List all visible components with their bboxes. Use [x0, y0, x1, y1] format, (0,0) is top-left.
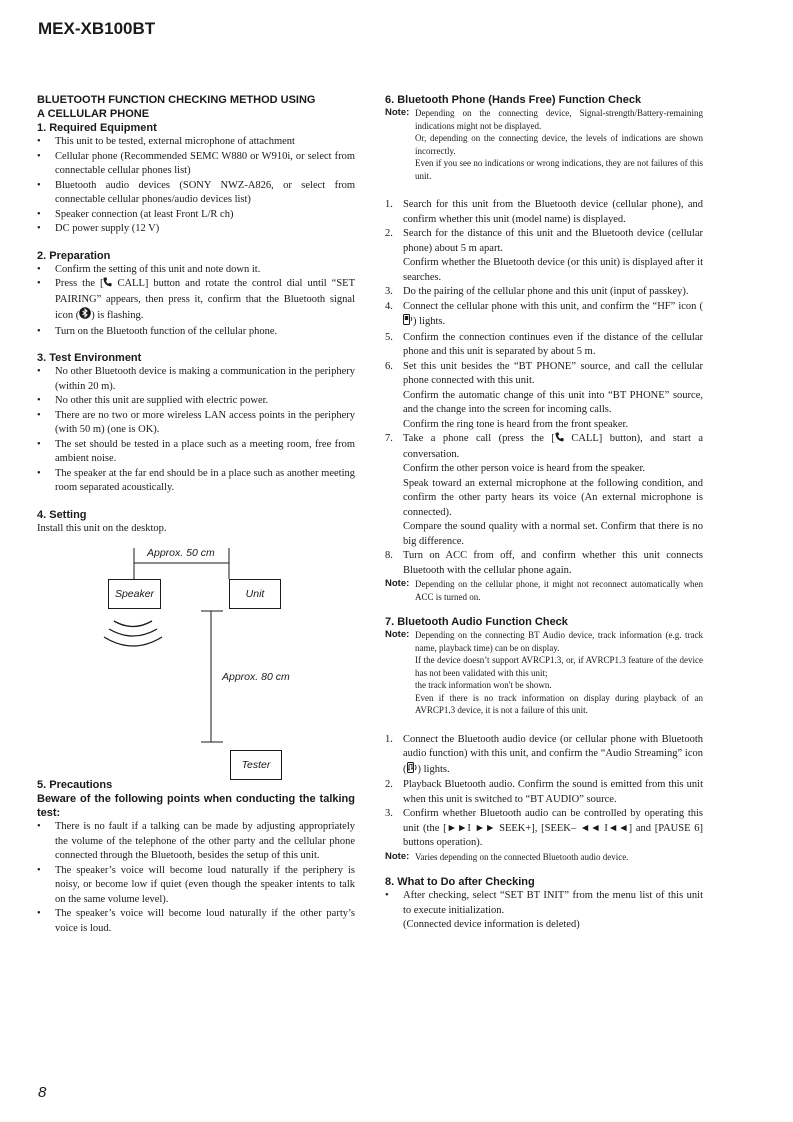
test-environment-list	[37, 365, 355, 496]
list-item: 3. Confirm whether Bluetooth audio can be controlled by operating this unit (the [►►I ►► SEEK+], [SEEK– ◄◄ I◄◄] and [PAUSE 6] buttons operation).	[385, 808, 703, 848]
step-text: Confirm the connection continues even if the distance of the cellular phone and this unit is separated by about 5 m.	[403, 331, 703, 357]
left-column	[37, 93, 355, 936]
note-label: Note:	[385, 629, 410, 640]
note-label: Note:	[385, 578, 410, 589]
step-text: Connect the Bluetooth audio device (or cellular phone with Bluetooth audio function) with this unit, and confirm the “Audio Streaming” icon (	[403, 733, 703, 775]
list-item: • There is no fault if a talking can be made by adjusting appropriately the volume of the telephone of the other party and the cellular phone connected through the Bluetooth, besides the setup of this unit.	[37, 820, 355, 864]
list-item: 5. Confirm the connection continues even if the distance of the cellular phone and this unit is separated by about 5 m.	[385, 331, 703, 357]
setting-text: Install this unit on the desktop.	[37, 522, 167, 534]
heading-setting: 4. Setting	[37, 508, 87, 521]
heading-required-equipment: 1. Required Equipment	[37, 122, 157, 134]
note-text: Even if you see no indications or wrong indications, they are not failures of this unit.	[415, 158, 703, 181]
text-fragment: Press the [	[55, 278, 104, 289]
list-item: • Speaker connection (at least Front L/R ch)	[37, 208, 355, 223]
step-text: ) lights.	[417, 763, 450, 775]
list-item: • Bluetooth audio devices (SONY NWZ-A826, or select from connectable cellular phones/audio devices list)	[37, 179, 355, 208]
approx-80-label: Approx. 80 cm	[222, 671, 290, 683]
step-text: Do the pairing of the cellular phone and this unit (input of passkey).	[403, 286, 689, 297]
step-text: Connect the cellular phone with this unit, and confirm the “HF” icon (	[403, 300, 703, 312]
audio-check-note	[385, 629, 703, 717]
list-item: • The speaker’s voice will become loud naturally if the periphery is noisy, or become low if quiet (even though the speaker intents to talk on the same volume level).	[37, 864, 355, 908]
list-item	[37, 277, 355, 325]
heading-after-checking: 8. What to Do after Checking	[385, 876, 535, 888]
step-text: Turn on ACC from off, and confirm whether this unit connects Bluetooth with the cellular phone again.	[403, 550, 703, 576]
heading-precautions: 5. Precautions	[37, 779, 113, 791]
note-text: Depending on the connecting BT Audio device, track information (e.g. track name, playback time) can be on display.	[415, 630, 703, 653]
precautions-subheading: Beware of the following points when conducting the talking test:	[37, 793, 355, 819]
phone-check-steps	[385, 198, 703, 578]
diagram-lines	[37, 542, 355, 772]
list-item: • The set should be tested in a place such as a meeting room, free from ambient noise.	[37, 438, 355, 467]
audio-check-steps	[385, 733, 703, 851]
list-item: • DC power supply (12 V)	[37, 222, 355, 237]
list-item: 1. Connect the Bluetooth audio device (or cellular phone with Bluetooth audio function) with this unit, and confirm the “Audio Streaming” icon ( ) lights.	[385, 733, 703, 779]
heading-test-environment: 3. Test Environment	[37, 352, 142, 364]
step-text: Speak toward an external microphone at the following condition, and confirm the other party hears its voice (An external microphone is connected).	[403, 477, 703, 518]
step-text: (Connected device information is deleted)	[403, 919, 580, 930]
phone-check-note-2	[385, 578, 703, 603]
list-item: • Turn on the Bluetooth function of the cellular phone.	[37, 325, 355, 340]
step-text: Confirm the ring tone is heard from the front speaker.	[403, 418, 629, 430]
model-name: MEX-XB100BT	[38, 19, 156, 38]
step-text: Confirm whether the Bluetooth device (or this unit) is displayed after it searches.	[403, 257, 703, 283]
section-title-line2: A CELLULAR PHONE	[37, 108, 150, 120]
approx-50-label: Approx. 50 cm	[147, 547, 215, 559]
phone-check-note	[385, 107, 703, 182]
step-text: Confirm whether Bluetooth audio can be controlled by operating this unit (the [►►I ►► SEEK+], [SEEK– ◄◄ I◄◄] and [PAUSE 6] buttons operation).	[403, 808, 703, 848]
note-text: Depending on the connecting device, Signal-strength/Battery-remaining indications might not be displayed.	[415, 108, 703, 131]
step-text: Confirm the other person voice is heard from the speaker.	[403, 463, 646, 474]
step-text: Search for this unit from the Bluetooth device (cellular phone), and confirm whether this unit (model name) is displayed.	[403, 199, 703, 225]
list-item	[385, 889, 703, 933]
step-text: • After checking, select “SET BT INIT” from the menu list of this unit to execute initialization.	[403, 890, 703, 916]
required-equipment-list	[37, 135, 355, 237]
note-text: the track information won't be shown.	[415, 680, 552, 690]
precautions-list	[37, 820, 355, 936]
step-text: Playback Bluetooth audio. Confirm the sound is emitted from this unit when this unit is switched to “BT AUDIO” source.	[403, 779, 703, 805]
list-item: 8. Turn on ACC from off, and confirm whether this unit connects Bluetooth with the cellular phone again.	[385, 550, 703, 576]
section-title-line1: BLUETOOTH FUNCTION CHECKING METHOD USING	[37, 94, 316, 106]
step-text: Compare the sound quality with a normal set. Confirm that there is no big difference.	[403, 521, 703, 547]
list-item: • The speaker’s voice will become loud naturally if the other party’s voice is loud.	[37, 907, 355, 936]
list-item: 6. Set this unit besides the “BT PHONE” source, and call the cellular phone connected with this unit. Confirm the automatic change of this unit into “BT PHONE” source, and the change into the screen for incoming calls. Confirm the ring tone is heard from the front speaker.	[385, 360, 703, 433]
phone-icon	[555, 432, 564, 448]
list-item: 3. Do the pairing of the cellular phone and this unit (input of passkey).	[385, 286, 689, 297]
step-text: Set this unit besides the “BT PHONE” source, and call the cellular phone connected with this unit.	[403, 360, 703, 386]
setup-diagram	[37, 542, 355, 772]
list-item: • Cellular phone (Recommended SEMC W880 or W910i, or select from connectable cellular phones list)	[37, 150, 355, 179]
list-item: 2. Playback Bluetooth audio. Confirm the sound is emitted from this unit when this unit is switched to “BT AUDIO” source.	[385, 779, 703, 805]
note-label: Note:	[385, 850, 410, 862]
after-checking-list	[385, 889, 703, 933]
text-fragment: ) is flashing.	[91, 310, 144, 321]
list-item: 7. Take a phone call (press the [ CALL] button), and start a conversation. Confirm the other person voice is heard from the speaker. Speak toward an external microphone at the following condition, and confirm the other party hears its voice (An external microphone is connected). Compare the sound quality with a normal set. Confirm that there is no big difference.	[385, 432, 703, 549]
list-item: 1. Search for this unit from the Bluetooth device (cellular phone), and confirm whether this unit (model name) is displayed.	[385, 199, 703, 225]
note-text: If the device doesn’t support AVRCP1.3, or, if AVRCP1.3 feature of the device has not been validated with this unit;	[415, 655, 703, 678]
unit-box: Unit	[229, 579, 281, 609]
speaker-box: Speaker	[108, 579, 161, 609]
step-text: CALL] button), and start a conversation.	[403, 433, 703, 460]
step-text: ) lights.	[413, 316, 446, 327]
step-text: Take a phone call (press the [	[403, 433, 555, 444]
list-item: • No other this unit are supplied with electric power.	[37, 394, 355, 409]
audio-streaming-icon	[407, 762, 418, 779]
list-item: • No other Bluetooth device is making a communication in the periphery (within 20 m).	[37, 365, 355, 394]
heading-phone-check: 6. Bluetooth Phone (Hands Free) Function Check	[385, 94, 642, 106]
tester-box: Tester	[230, 750, 282, 780]
text-fragment: CALL] button and rotate the control dial until “SET PAIRING” appears, then press it, confirm that the Bluetooth signal icon (	[55, 278, 356, 321]
step-text: Search for the distance of this unit and the Bluetooth device (cellular phone) about 5 m apart.	[403, 228, 703, 254]
list-item: • There are no two or more wireless LAN access points in the periphery (with 50 m) (one is OK).	[37, 409, 355, 438]
list-item: • The speaker at the far end should be in a place such as another meeting room separated acoustically.	[37, 467, 355, 496]
page-number: 8	[38, 1084, 47, 1101]
note-label: Note:	[385, 107, 410, 118]
list-item: 2. Search for the distance of this unit and the Bluetooth device (cellular phone) about 5 m apart. Confirm whether the Bluetooth device (or this unit) is displayed after it searches.	[385, 227, 703, 285]
preparation-list	[37, 263, 355, 340]
heading-audio-check: 7. Bluetooth Audio Function Check	[385, 616, 568, 628]
list-item: • This unit to be tested, external microphone of attachment	[37, 135, 355, 150]
note-text: Depending on the cellular phone, it might not reconnect automatically when ACC is turned on.	[415, 579, 703, 602]
heading-preparation: 2. Preparation	[37, 249, 111, 262]
note-text: Varies depending on the connected Bluetooth audio device.	[415, 851, 629, 862]
list-item: • Confirm the setting of this unit and note down it.	[37, 263, 355, 278]
note-text: Or, depending on the connecting device, the levels of indications are shown incorrectly.	[415, 133, 703, 156]
right-column	[385, 93, 703, 933]
audio-check-note-2	[385, 851, 703, 864]
bluetooth-icon	[79, 307, 91, 325]
hf-icon	[403, 314, 413, 331]
step-text: Confirm the automatic change of this unit into “BT PHONE” source, and the change into the screen for incoming calls.	[403, 389, 703, 415]
note-text: Even if there is no track information on display during playback of an AVRCP1.3 device, it is not a failure of this unit.	[415, 692, 703, 715]
list-item: 4. Connect the cellular phone with this unit, and confirm the “HF” icon () lights.	[385, 300, 703, 331]
